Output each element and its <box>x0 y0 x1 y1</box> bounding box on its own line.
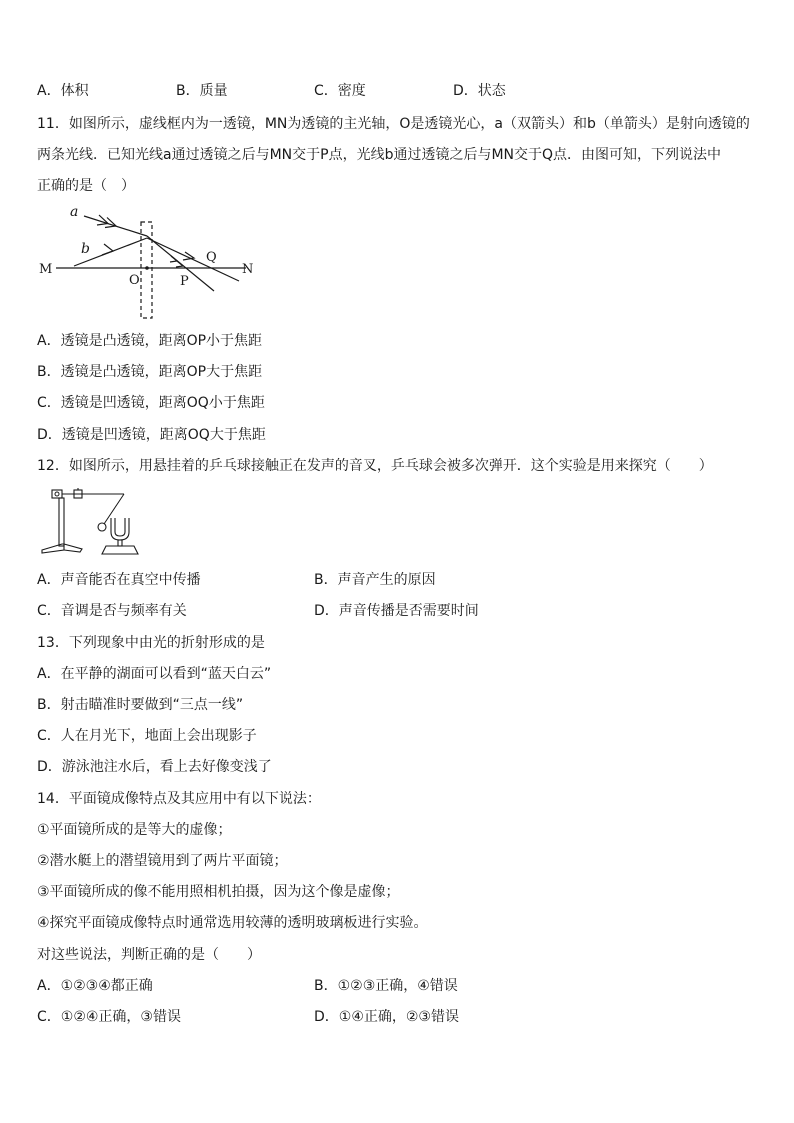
q14-option-c: C．①②④正确，③错误 <box>37 1009 181 1025</box>
optical-center-dot <box>145 266 149 270</box>
q14-stem: 14．平面镜成像特点及其应用中有以下说法： <box>37 791 321 807</box>
q13-option-b: B．射击瞄准时要做到“三点一线” <box>37 697 244 713</box>
q14-statement-3: ③平面镜所成的像不能用照相机拍摄，因为这个像是虚像； <box>37 884 400 900</box>
q12-option-c: C．音调是否与频率有关 <box>37 603 187 619</box>
label-m: M <box>39 262 53 277</box>
q14-option-d: D．①④正确，②③错误 <box>314 1009 459 1025</box>
q11-lens-figure <box>36 200 266 322</box>
label-o: O <box>129 273 140 288</box>
q11-option-a: A．透镜是凸透镜，距离OP小于焦距 <box>37 333 263 349</box>
q14-option-b: B．①②③正确，④错误 <box>314 978 458 994</box>
q12-option-b: B．声音产生的原因 <box>314 572 436 588</box>
q11-option-d: D．透镜是凹透镜，距离OQ大于焦距 <box>37 427 266 443</box>
q14-option-a: A．①②③④都正确 <box>37 978 153 994</box>
q13-option-a: A．在平静的湖面可以看到“蓝天白云” <box>37 666 272 682</box>
stand-pole <box>59 498 64 546</box>
ping-pong-ball <box>98 523 106 531</box>
label-b: b <box>81 241 90 257</box>
q11-option-c: C．透镜是凹透镜，距离OQ小于焦距 <box>37 395 265 411</box>
stand-clamp <box>52 490 62 498</box>
q10-option-c: C．密度 <box>314 83 366 99</box>
tuning-fork <box>111 518 129 540</box>
q13-option-d: D．游泳池注水后，看上去好像变浅了 <box>37 759 272 775</box>
q14-statement-1: ①平面镜所成的是等大的虚像； <box>37 822 232 838</box>
stand-base <box>42 544 64 553</box>
q11-stem-line-1: 11．如图所示，虚线框内为一透镜，MN为透镜的主光轴，O是透镜光心，a（双箭头）和b（单箭头）是射向透镜的 <box>37 116 750 132</box>
q12-tuning-fork-figure <box>36 484 156 556</box>
q12-option-d: D．声音传播是否需要时间 <box>314 603 479 619</box>
q14-ask: 对这些说法，判断正确的是（ ） <box>37 947 261 963</box>
ray-b-refracted <box>147 238 239 281</box>
q13-stem: 13．下列现象中由光的折射形成的是 <box>37 635 265 651</box>
q10-option-d: D．状态 <box>453 83 506 99</box>
q11-stem-line-2: 两条光线．已知光线a通过透镜之后与MN交于P点，光线b通过透镜之后与MN交于Q点．由图可知，下列说法中 <box>37 147 722 163</box>
q13-option-c: C．人在月光下，地面上会出现影子 <box>37 728 257 744</box>
label-q: Q <box>206 250 217 265</box>
label-p: P <box>180 274 189 289</box>
q12-stem: 12．如图所示，用悬挂着的乒乓球接触正在发声的音叉，乒乓球会被多次弹开．这个实验是用来探究（ ） <box>37 458 713 474</box>
q14-statement-2: ②潜水艇上的潜望镜用到了两片平面镜； <box>37 853 288 869</box>
label-a: a <box>70 204 79 220</box>
fork-base <box>102 546 138 554</box>
q12-option-a: A．声音能否在真空中传播 <box>37 572 201 588</box>
q10-option-a: A．体积 <box>37 83 89 99</box>
ray-a-arrow-1 <box>97 215 108 225</box>
q10-option-b: B．质量 <box>176 83 228 99</box>
pendulum-string <box>104 494 124 524</box>
label-n: N <box>242 262 254 277</box>
ray-b-arrow <box>102 244 113 255</box>
q14-statement-4: ④探究平面镜成像特点时通常选用较薄的透明玻璃板进行实验。 <box>37 915 428 931</box>
q11-stem-line-3: 正确的是（ ） <box>37 178 135 194</box>
q11-option-b: B．透镜是凸透镜，距离OP大于焦距 <box>37 364 263 380</box>
